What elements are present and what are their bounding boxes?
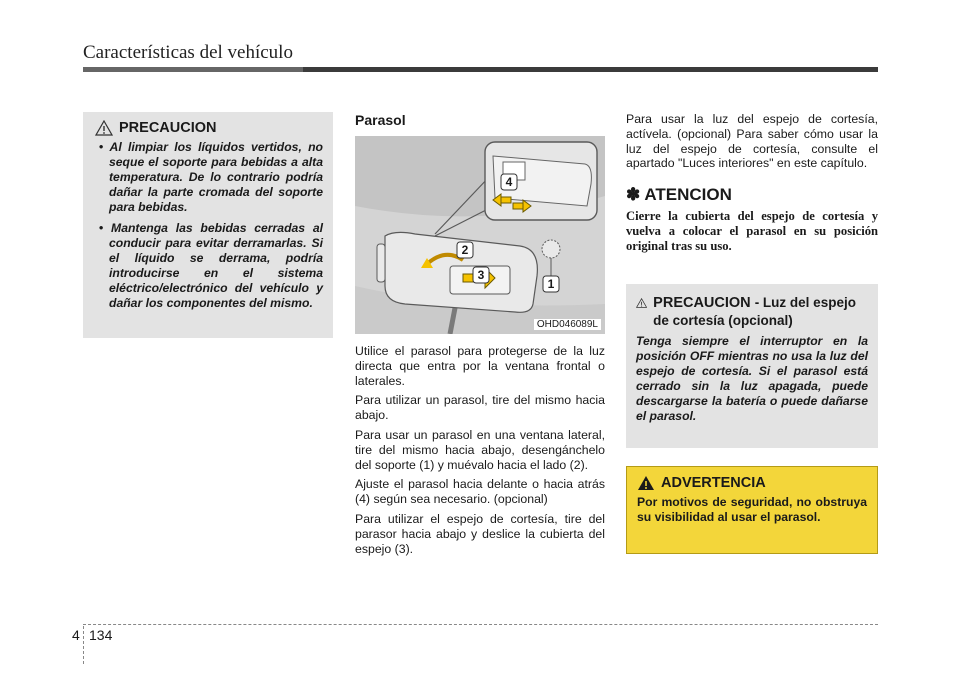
header-rule [83,67,878,72]
warning-box [626,466,878,554]
footer-divider [83,626,84,664]
footer-section-number: 4 [72,627,80,643]
caution-body: Tenga siempre el interruptor en la posición OFF mientras no usa la luz del espejo de cortesía. Si el parasol está cerrado sin la luz apagada, puede descargarse la batería o puede dañarse el parasol. [636,334,868,423]
paragraph: Para utilizar el espejo de cortesía, tire del parasor hacia abajo y deslice la cubierta del espejo (3). [355,511,605,556]
caution-bullet: • Mantenga las bebidas cerradas al conducir para evitar derramarlas. Si el líquido se derrama, podría introducirse en el sistema eléctrico/electrónico del vehículo y dañar los componentes del mismo. [95,221,323,311]
attention-text: Cierre la cubierta del espejo de cortesía y vuelva a colocar el parasol en su posición original tras su uso. [626,209,878,254]
warning-triangle-icon [95,120,113,136]
footer-rule [83,624,878,625]
callout-3: 3 [477,268,485,282]
warning-body: Por motivos de seguridad, no obstruya su visibilidad al usar el parasol. [637,495,867,524]
caution-title-block [653,294,868,330]
sunvisor-illustration [355,136,605,334]
caution-box-mirror-light [626,284,878,448]
caution-header [95,120,323,136]
warning-triangle-icon [636,295,647,311]
caution-box-cupholder [83,112,333,338]
callout-4: 4 [505,175,513,189]
footer-page-number: 134 [89,627,113,643]
caution-subtitle: - Luz del espejo de cortesía (opcional) [653,295,856,328]
paragraph: Para usar un parasol en una ventana lateral, tire del mismo hacia abajo, desengánchelo del soporte (1) y muévalo hacia el lado (2). [355,427,605,472]
sunvisor-drawing [355,136,605,334]
section-title-parasol: Parasol [355,112,406,128]
mirror-light-column [626,112,878,254]
caution-title: PRECAUCION [653,295,751,311]
paragraph: Para utilizar un parasol, tire del mismo hacia abajo. [355,393,605,423]
caution-title: PRECAUCION [119,120,217,136]
warning-title: ADVERTENCIA [661,475,766,491]
parasol-column [355,112,605,561]
paragraph: Utilice el parasol para protegerse de la luz directa que entra por la ventana frontal o laterales. [355,344,605,388]
page-header-title: Características del vehículo [83,42,293,63]
callout-1: 1 [547,277,555,291]
callout-2: 2 [461,243,469,257]
caution-bullet: • Al limpiar los líquidos vertidos, no seque el soporte para bebidas a alta temperatura. De lo contrario podría dañar la parte cromada del soporte para bebidas. [95,140,323,215]
attention-title: ✽ ATENCION [626,185,732,205]
caution-header [636,294,868,330]
warning-header [637,475,867,491]
figure-code: OHD046089L [534,319,601,330]
warning-triangle-icon [637,475,655,491]
paragraph: Ajuste el parasol hacia delante o hacia atrás (4) según sea necesario. (opcional) [355,477,605,507]
paragraph: Para usar la luz del espejo de cortesía, actívela. (opcional) Para saber cómo usar la luz del espejo de cortesía, consulte el apartado "Luces interiores" en este capítulo. [626,112,878,171]
